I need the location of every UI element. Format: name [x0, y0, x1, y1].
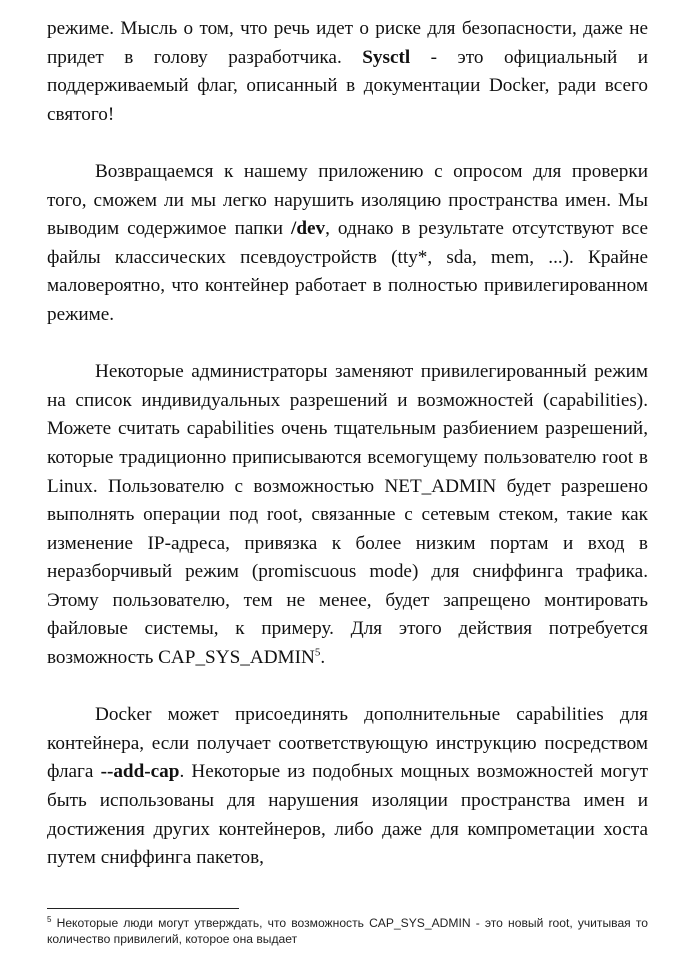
text-segment: режиме. Мысль о том, что речь идет о риске для безопасности, даже не придет в голову разработчика. [47, 18, 648, 68]
text-segment: . [320, 647, 326, 669]
paragraph-gap [47, 673, 648, 702]
sysctl-term: Sysctl [362, 46, 411, 68]
text-segment: Docker может присоединять дополнительные capabilities для контейнера, если получает соответствующую инструкцию посредством флага [47, 704, 648, 783]
footnote-text: Некоторые люди могут утверждать, что возможность CAP_SYS_ADMIN - это новый root, учитывая то количество привилегий, которое она выдает [47, 916, 648, 946]
text-segment: Возвращаемся к нашему приложению с опросом для проверки того, сможем ли мы легко нарушить изоляцию пространства имен. Мы выводим содержимое папки [47, 160, 648, 240]
paragraph-4 [47, 701, 648, 873]
paragraph-gap [47, 129, 648, 158]
dev-path-term: /dev [290, 218, 326, 240]
footnote-divider [47, 908, 239, 909]
text-segment: . Некоторые из подобных мощных возможностей могут быть использованы для нарушения изоляции пространства имен и достижения других контейнеров, либо даже для компрометации хоста путем сниффинга пакетов, [47, 761, 648, 869]
paragraph-3 [47, 358, 648, 673]
add-cap-flag-term: --add-cap [100, 761, 180, 783]
text-segment: , однако в результате отсутствуют все файлы классических псевдоустройств (tty*, sda, mem, ...). Крайне маловероятно, что контейнер работает в полностью привилегированном режиме. [47, 218, 648, 325]
document-body [47, 15, 648, 873]
footnote-reference[interactable]: 5 [314, 646, 321, 659]
paragraph-1 [47, 15, 648, 129]
paragraph-2 [47, 158, 648, 330]
footnote-number: 5 [47, 914, 52, 924]
text-segment: Некоторые администраторы заменяют привилегированный режим на список индивидуальных разрешений и возможностей (capabilities). Можете считать capabilities очень тщательным разбиением разрешений, которые традиционно приписываются всемогущему пользователю root в Linux. Пользователю с возможностью NET_ADMIN будет разрешено выполнять операции под root, связанные с сетевым стеком, такие как изменение IP-адреса, привязка к более низким портам и вход в неразборчивый режим (promiscuous mode) для сниффинга трафика. Этому пользователю, тем не менее, будет запрещено монтировать файловые системы, к примеру. Для этого действия потребуется возможность CAP_SYS_ADMIN [47, 361, 648, 669]
text-segment: - это официальный и поддерживаемый флаг, описанный в документации Docker, ради всего святого! [47, 46, 648, 125]
footnote [47, 915, 648, 947]
paragraph-gap [47, 330, 648, 359]
